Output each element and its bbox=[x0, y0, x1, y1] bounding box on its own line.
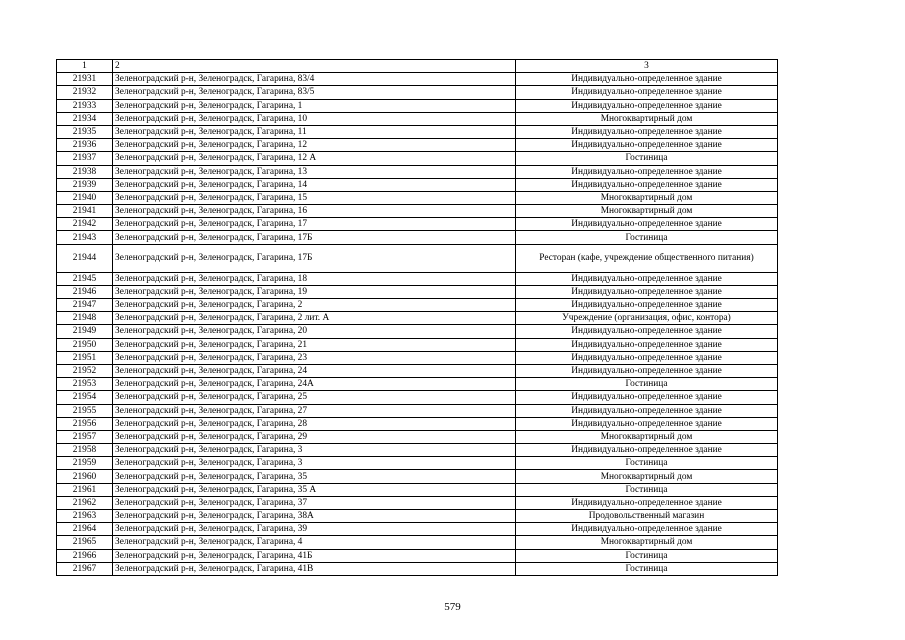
address-cell: Зеленоградский р-н, Зеленоградск, Гагарина, 20 bbox=[113, 325, 516, 338]
row-number-cell: 21964 bbox=[57, 523, 113, 536]
address-cell: Зеленоградский р-н, Зеленоградск, Гагарина, 41В bbox=[113, 562, 516, 575]
object-type-cell: Индивидуально-определенное здание bbox=[516, 99, 778, 112]
object-type-cell: Индивидуально-определенное здание bbox=[516, 178, 778, 191]
object-type-cell: Гостиница bbox=[516, 549, 778, 562]
table-row bbox=[57, 470, 778, 483]
row-number-cell: 21957 bbox=[57, 430, 113, 443]
address-cell: Зеленоградский р-н, Зеленоградск, Гагарина, 13 bbox=[113, 165, 516, 178]
registry-table bbox=[56, 59, 778, 576]
header-cell-3: 3 bbox=[516, 60, 778, 73]
table-row bbox=[57, 325, 778, 338]
table-row bbox=[57, 86, 778, 99]
row-number-cell: 21954 bbox=[57, 391, 113, 404]
address-cell: Зеленоградский р-н, Зеленоградск, Гагарина, 38А bbox=[113, 510, 516, 523]
row-number-cell: 21934 bbox=[57, 112, 113, 125]
object-type-cell: Многоквартирный дом bbox=[516, 112, 778, 125]
address-cell: Зеленоградский р-н, Зеленоградск, Гагарина, 17Б bbox=[113, 231, 516, 244]
table-row bbox=[57, 165, 778, 178]
row-number-cell: 21945 bbox=[57, 272, 113, 285]
address-cell: Зеленоградский р-н, Зеленоградск, Гагарина, 12 bbox=[113, 139, 516, 152]
address-cell: Зеленоградский р-н, Зеленоградск, Гагарина, 28 bbox=[113, 417, 516, 430]
row-number-cell: 21936 bbox=[57, 139, 113, 152]
table-row bbox=[57, 536, 778, 549]
header-cell-1: 1 bbox=[57, 60, 113, 73]
table-row bbox=[57, 272, 778, 285]
object-type-cell: Индивидуально-определенное здание bbox=[516, 325, 778, 338]
row-number-cell: 21960 bbox=[57, 470, 113, 483]
object-type-cell: Индивидуально-определенное здание bbox=[516, 272, 778, 285]
address-cell: Зеленоградский р-н, Зеленоградск, Гагарина, 14 bbox=[113, 178, 516, 191]
object-type-cell: Индивидуально-определенное здание bbox=[516, 165, 778, 178]
address-cell: Зеленоградский р-н, Зеленоградск, Гагарина, 35 bbox=[113, 470, 516, 483]
row-number-cell: 21966 bbox=[57, 549, 113, 562]
address-cell: Зеленоградский р-н, Зеленоградск, Гагарина, 25 bbox=[113, 391, 516, 404]
address-cell: Зеленоградский р-н, Зеленоградск, Гагарина, 24 bbox=[113, 364, 516, 377]
object-type-cell: Многоквартирный дом bbox=[516, 430, 778, 443]
address-cell: Зеленоградский р-н, Зеленоградск, Гагарина, 37 bbox=[113, 496, 516, 509]
row-number-cell: 21952 bbox=[57, 364, 113, 377]
table-row bbox=[57, 496, 778, 509]
row-number-cell: 21948 bbox=[57, 312, 113, 325]
row-number-cell: 21958 bbox=[57, 444, 113, 457]
table-row bbox=[57, 430, 778, 443]
row-number-cell: 21946 bbox=[57, 285, 113, 298]
object-type-cell: Гостиница bbox=[516, 231, 778, 244]
row-number-cell: 21951 bbox=[57, 351, 113, 364]
address-cell: Зеленоградский р-н, Зеленоградск, Гагарина, 18 bbox=[113, 272, 516, 285]
table-row bbox=[57, 510, 778, 523]
object-type-cell: Индивидуально-определенное здание bbox=[516, 496, 778, 509]
object-type-cell: Многоквартирный дом bbox=[516, 191, 778, 204]
address-cell: Зеленоградский р-н, Зеленоградск, Гагарина, 21 bbox=[113, 338, 516, 351]
object-type-cell: Индивидуально-определенное здание bbox=[516, 523, 778, 536]
table-row bbox=[57, 523, 778, 536]
table-header-row bbox=[57, 60, 778, 73]
row-number-cell: 21941 bbox=[57, 205, 113, 218]
table-row bbox=[57, 351, 778, 364]
object-type-cell: Индивидуально-определенное здание bbox=[516, 299, 778, 312]
row-number-cell: 21940 bbox=[57, 191, 113, 204]
table-row bbox=[57, 205, 778, 218]
table-row bbox=[57, 139, 778, 152]
object-type-cell: Ресторан (кафе, учреждение общественного питания) bbox=[516, 244, 778, 272]
row-number-cell: 21939 bbox=[57, 178, 113, 191]
row-number-cell: 21935 bbox=[57, 125, 113, 138]
table-row bbox=[57, 152, 778, 165]
registry-table-body bbox=[57, 60, 778, 576]
table-row bbox=[57, 125, 778, 138]
table-row bbox=[57, 312, 778, 325]
table-row bbox=[57, 178, 778, 191]
object-type-cell: Индивидуально-определенное здание bbox=[516, 73, 778, 86]
table-row bbox=[57, 378, 778, 391]
object-type-cell: Индивидуально-определенное здание bbox=[516, 351, 778, 364]
row-number-cell: 21942 bbox=[57, 218, 113, 231]
table-row bbox=[57, 112, 778, 125]
address-cell: Зеленоградский р-н, Зеленоградск, Гагарина, 10 bbox=[113, 112, 516, 125]
address-cell: Зеленоградский р-н, Зеленоградск, Гагарина, 41Б bbox=[113, 549, 516, 562]
object-type-cell: Индивидуально-определенное здание bbox=[516, 391, 778, 404]
table-row bbox=[57, 338, 778, 351]
row-number-cell: 21961 bbox=[57, 483, 113, 496]
address-cell: Зеленоградский р-н, Зеленоградск, Гагарина, 17 bbox=[113, 218, 516, 231]
table-row bbox=[57, 231, 778, 244]
address-cell: Зеленоградский р-н, Зеленоградск, Гагарина, 15 bbox=[113, 191, 516, 204]
object-type-cell: Учреждение (организация, офис, контора) bbox=[516, 312, 778, 325]
row-number-cell: 21953 bbox=[57, 378, 113, 391]
object-type-cell: Гостиница bbox=[516, 152, 778, 165]
object-type-cell: Индивидуально-определенное здание bbox=[516, 404, 778, 417]
row-number-cell: 21956 bbox=[57, 417, 113, 430]
object-type-cell: Гостиница bbox=[516, 483, 778, 496]
address-cell: Зеленоградский р-н, Зеленоградск, Гагарина, 2 bbox=[113, 299, 516, 312]
table-row bbox=[57, 457, 778, 470]
row-number-cell: 21943 bbox=[57, 231, 113, 244]
table-row bbox=[57, 191, 778, 204]
address-cell: Зеленоградский р-н, Зеленоградск, Гагарина, 39 bbox=[113, 523, 516, 536]
object-type-cell: Индивидуально-определенное здание bbox=[516, 417, 778, 430]
address-cell: Зеленоградский р-н, Зеленоградск, Гагарина, 29 bbox=[113, 430, 516, 443]
table-row bbox=[57, 562, 778, 575]
row-number-cell: 21965 bbox=[57, 536, 113, 549]
address-cell: Зеленоградский р-н, Зеленоградск, Гагарина, 27 bbox=[113, 404, 516, 417]
row-number-cell: 21944 bbox=[57, 244, 113, 272]
row-number-cell: 21938 bbox=[57, 165, 113, 178]
object-type-cell: Многоквартирный дом bbox=[516, 536, 778, 549]
row-number-cell: 21950 bbox=[57, 338, 113, 351]
address-cell: Зеленоградский р-н, Зеленоградск, Гагарина, 23 bbox=[113, 351, 516, 364]
object-type-cell: Многоквартирный дом bbox=[516, 470, 778, 483]
object-type-cell: Продовольственный магазин bbox=[516, 510, 778, 523]
address-cell: Зеленоградский р-н, Зеленоградск, Гагарина, 3 bbox=[113, 457, 516, 470]
table-row bbox=[57, 285, 778, 298]
object-type-cell: Индивидуально-определенное здание bbox=[516, 125, 778, 138]
table-row bbox=[57, 444, 778, 457]
address-cell: Зеленоградский р-н, Зеленоградск, Гагарина, 1 bbox=[113, 99, 516, 112]
address-cell: Зеленоградский р-н, Зеленоградск, Гагарина, 4 bbox=[113, 536, 516, 549]
object-type-cell: Гостиница bbox=[516, 562, 778, 575]
table-row bbox=[57, 483, 778, 496]
object-type-cell: Индивидуально-определенное здание bbox=[516, 139, 778, 152]
address-cell: Зеленоградский р-н, Зеленоградск, Гагарина, 83/5 bbox=[113, 86, 516, 99]
address-cell: Зеленоградский р-н, Зеленоградск, Гагарина, 24А bbox=[113, 378, 516, 391]
table-row bbox=[57, 417, 778, 430]
row-number-cell: 21937 bbox=[57, 152, 113, 165]
row-number-cell: 21933 bbox=[57, 99, 113, 112]
object-type-cell: Многоквартирный дом bbox=[516, 205, 778, 218]
object-type-cell: Индивидуально-определенное здание bbox=[516, 338, 778, 351]
address-cell: Зеленоградский р-н, Зеленоградск, Гагарина, 11 bbox=[113, 125, 516, 138]
row-number-cell: 21963 bbox=[57, 510, 113, 523]
table-row bbox=[57, 73, 778, 86]
object-type-cell: Индивидуально-определенное здание bbox=[516, 364, 778, 377]
object-type-cell: Индивидуально-определенное здание bbox=[516, 285, 778, 298]
header-cell-2: 2 bbox=[113, 60, 516, 73]
object-type-cell: Индивидуально-определенное здание bbox=[516, 444, 778, 457]
row-number-cell: 21955 bbox=[57, 404, 113, 417]
address-cell: Зеленоградский р-н, Зеленоградск, Гагарина, 16 bbox=[113, 205, 516, 218]
table-row bbox=[57, 299, 778, 312]
address-cell: Зеленоградский р-н, Зеленоградск, Гагарина, 35 А bbox=[113, 483, 516, 496]
table-row bbox=[57, 218, 778, 231]
row-number-cell: 21947 bbox=[57, 299, 113, 312]
table-row bbox=[57, 404, 778, 417]
row-number-cell: 21949 bbox=[57, 325, 113, 338]
row-number-cell: 21931 bbox=[57, 73, 113, 86]
row-number-cell: 21967 bbox=[57, 562, 113, 575]
address-cell: Зеленоградский р-н, Зеленоградск, Гагарина, 3 bbox=[113, 444, 516, 457]
table-row bbox=[57, 391, 778, 404]
object-type-cell: Индивидуально-определенное здание bbox=[516, 86, 778, 99]
page-number: 579 bbox=[444, 601, 461, 613]
row-number-cell: 21962 bbox=[57, 496, 113, 509]
object-type-cell: Гостиница bbox=[516, 457, 778, 470]
table-row bbox=[57, 244, 778, 272]
row-number-cell: 21959 bbox=[57, 457, 113, 470]
row-number-cell: 21932 bbox=[57, 86, 113, 99]
address-cell: Зеленоградский р-н, Зеленоградск, Гагарина, 19 bbox=[113, 285, 516, 298]
table-row bbox=[57, 99, 778, 112]
address-cell: Зеленоградский р-н, Зеленоградск, Гагарина, 12 А bbox=[113, 152, 516, 165]
address-cell: Зеленоградский р-н, Зеленоградск, Гагарина, 2 лит. А bbox=[113, 312, 516, 325]
object-type-cell: Индивидуально-определенное здание bbox=[516, 218, 778, 231]
address-cell: Зеленоградский р-н, Зеленоградск, Гагарина, 17Б bbox=[113, 244, 516, 272]
address-cell: Зеленоградский р-н, Зеленоградск, Гагарина, 83/4 bbox=[113, 73, 516, 86]
table-row bbox=[57, 364, 778, 377]
object-type-cell: Гостиница bbox=[516, 378, 778, 391]
table-row bbox=[57, 549, 778, 562]
